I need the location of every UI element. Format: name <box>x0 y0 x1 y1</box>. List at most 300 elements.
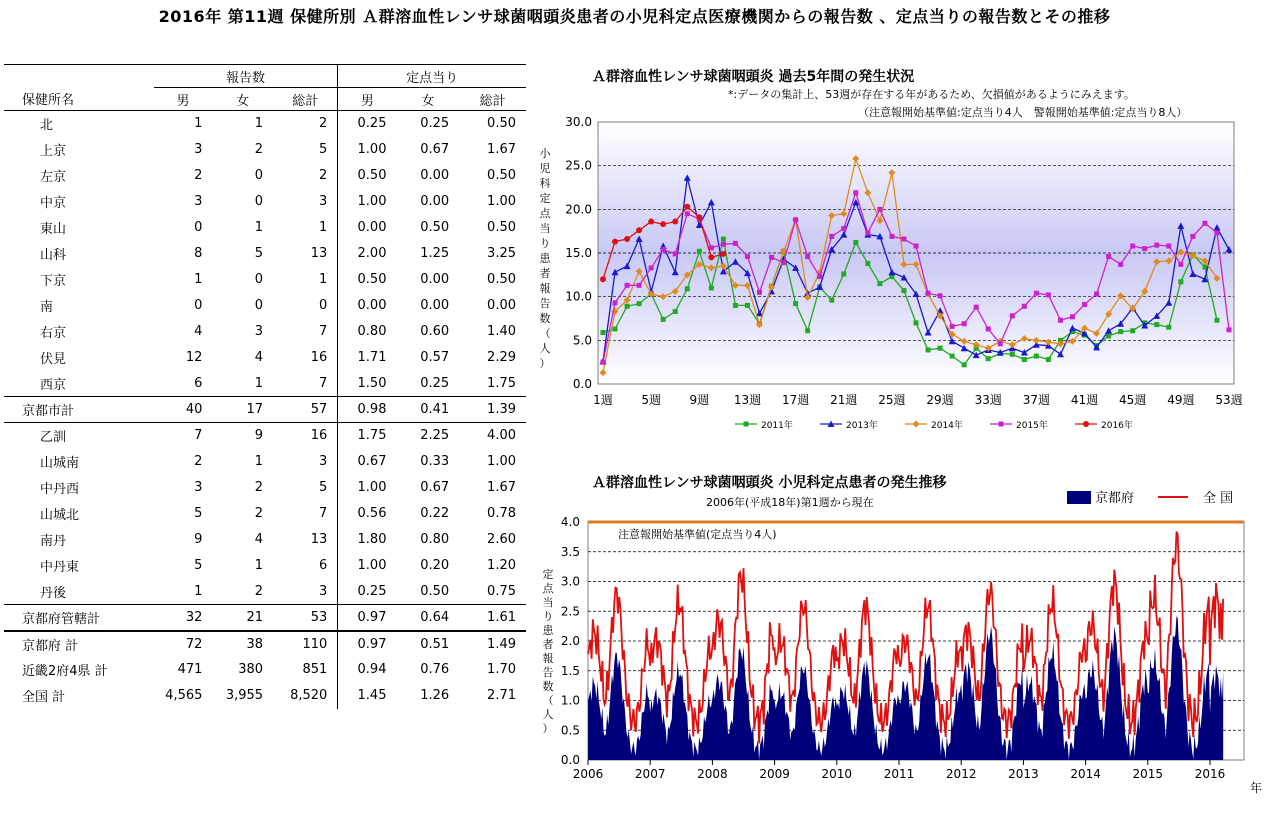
row-cell: 3 <box>194 480 203 495</box>
y-tick-label: 3.5 <box>560 544 580 559</box>
row-cell: 1.00 <box>357 480 387 495</box>
y-tick-label: 30.0 <box>565 115 592 129</box>
data-point <box>769 255 774 260</box>
row-cell: 2 <box>254 480 264 495</box>
x-tick-label: 2006 <box>572 767 604 781</box>
header-col: 総計 <box>459 88 526 111</box>
y-tick-label: 10.0 <box>565 289 592 304</box>
row-cell: 0.25 <box>420 375 450 391</box>
table-body <box>4 111 526 709</box>
header-col: 女 <box>212 88 273 111</box>
data-point <box>685 286 690 291</box>
y-axis-label-char: 人 <box>542 708 554 721</box>
data-point <box>793 217 798 222</box>
y-axis-label-char: 数 <box>540 312 551 325</box>
data-point <box>805 254 810 259</box>
row-cell: 1.00 <box>357 194 387 209</box>
row-cell: 0.64 <box>396 605 459 631</box>
row-cell: 1.26 <box>420 688 450 703</box>
y-axis-label-char: 告 <box>540 297 551 310</box>
data-point <box>601 330 606 335</box>
data-point <box>841 226 846 231</box>
row-cell: 0.50 <box>357 272 387 287</box>
table-row <box>4 111 526 137</box>
y-tick-label: 0.5 <box>560 723 580 738</box>
row-cell: 2 <box>273 111 338 137</box>
legend-label: 2011年 <box>761 421 793 431</box>
data-point <box>1010 352 1015 357</box>
data-point <box>637 301 642 306</box>
table-row <box>4 163 526 189</box>
row-cell: 0.50 <box>487 116 516 132</box>
legend-marker <box>1083 421 1089 427</box>
data-point <box>1022 357 1027 362</box>
row-cell: 0.50 <box>420 220 450 235</box>
data-point <box>1082 302 1087 307</box>
table-row <box>4 137 526 163</box>
table-row <box>4 605 526 631</box>
row-cell: 0 <box>254 298 264 313</box>
legend-label: 2016年 <box>1101 421 1133 431</box>
y-axis-label-char: 定 <box>542 568 554 581</box>
row-cell: 4 <box>254 350 264 365</box>
row-cell: 1 <box>254 220 264 235</box>
header-health-center: 保健所名 <box>4 88 154 111</box>
row-cell: 2 <box>254 506 264 521</box>
row-cell: 0 <box>273 293 338 319</box>
header-col: 男 <box>338 88 397 111</box>
x-tick-label: 25週 <box>878 393 906 407</box>
row-cell: 0.00 <box>487 298 516 313</box>
data-point <box>1166 325 1171 330</box>
data-point <box>636 227 642 233</box>
table-row <box>4 553 526 579</box>
data-point <box>1178 279 1183 284</box>
row-cell: 9 <box>194 532 203 547</box>
row-cell: 4 <box>194 324 203 339</box>
data-point <box>901 237 906 242</box>
row-cell: 1 <box>254 558 264 573</box>
data-point <box>697 249 702 254</box>
row-cell: 3 <box>194 142 203 157</box>
row-cell: 0.76 <box>420 662 450 677</box>
row-cell: 1 <box>254 375 264 391</box>
data-point <box>950 324 955 329</box>
row-cell: 32 <box>154 605 213 631</box>
table-row <box>4 501 526 527</box>
row-cell: 1.75 <box>357 428 387 444</box>
page-title: 2016年 第11週 保健所別 Ａ群溶血性レンサ球菌咽頭炎患者の小児科定点医療機関からの報告数 、定点当りの報告数とその推移 <box>158 7 1111 26</box>
y-tick-label: 4.0 <box>560 515 580 529</box>
row-cell: 0.80 <box>420 532 450 547</box>
row-cell: 4,565 <box>165 688 203 703</box>
data-point <box>649 265 654 270</box>
row-cell: 0.78 <box>487 506 516 521</box>
row-cell: 1 <box>273 267 338 293</box>
row-cell: 72 <box>154 631 213 657</box>
row-cell: 2.25 <box>420 428 450 444</box>
x-tick-label: 13週 <box>733 393 762 407</box>
y-axis-label-char: 報 <box>542 652 554 665</box>
row-name: 京都府 計 <box>4 631 154 657</box>
row-name: 南丹 <box>40 534 67 549</box>
table-row <box>4 345 526 371</box>
header-col: 女 <box>396 88 459 111</box>
row-cell: 0.75 <box>487 583 516 599</box>
y-axis-label-char: り <box>540 237 551 250</box>
data-point <box>613 300 618 305</box>
y-axis-label-char: 者 <box>542 638 554 651</box>
data-point <box>1154 243 1159 248</box>
row-cell: 1.49 <box>459 631 526 657</box>
data-point <box>661 317 666 322</box>
row-name: 中京 <box>40 196 67 211</box>
data-point <box>1034 354 1039 359</box>
data-point <box>1034 291 1039 296</box>
table-row <box>4 319 526 345</box>
legend-label-national: 全 国 <box>1203 491 1234 506</box>
data-point <box>926 291 931 296</box>
y-tick-label: 20.0 <box>565 202 592 217</box>
data-point <box>781 260 786 265</box>
y-axis-label-char: 報 <box>540 282 551 295</box>
data-point <box>938 293 943 298</box>
data-point <box>601 360 606 365</box>
x-tick-label: 2011 <box>883 767 915 781</box>
row-cell: 1.00 <box>357 142 387 157</box>
row-cell: 0.00 <box>420 194 450 209</box>
row-cell: 0.25 <box>357 116 387 132</box>
row-name: 下京 <box>40 274 67 289</box>
row-cell: 2.71 <box>487 688 516 703</box>
data-point <box>600 276 606 282</box>
row-cell: 0.57 <box>420 350 450 365</box>
row-cell: 0.50 <box>487 272 516 287</box>
table-row <box>4 215 526 241</box>
table-row <box>4 241 526 267</box>
data-point <box>1118 262 1123 267</box>
header-report-count: 報告数 <box>154 65 338 88</box>
row-cell: 38 <box>212 631 273 657</box>
x-tick-label: 17週 <box>781 393 810 407</box>
table-row <box>4 267 526 293</box>
x-tick-label: 2015 <box>1132 767 1164 781</box>
data-point <box>721 237 726 242</box>
row-cell: 0.00 <box>420 298 450 313</box>
row-cell: 0.56 <box>357 506 387 521</box>
data-point <box>1118 329 1123 334</box>
legend-swatch-kyoto <box>1067 491 1091 504</box>
legend-marker <box>999 422 1004 427</box>
data-point <box>962 362 967 367</box>
x-tick-label: 29週 <box>926 393 954 407</box>
row-cell: 12 <box>185 350 203 365</box>
row-cell: 0.00 <box>420 272 450 287</box>
data-point <box>673 309 678 314</box>
row-cell: 5 <box>273 475 338 501</box>
row-cell: 6 <box>194 375 203 391</box>
row-cell: 7 <box>273 371 338 397</box>
data-point <box>877 281 882 286</box>
x-tick-label: 2012 <box>945 767 977 781</box>
data-point <box>721 242 726 247</box>
data-point <box>853 240 858 245</box>
data-point <box>829 298 834 303</box>
data-point <box>685 211 690 216</box>
row-cell: 0.94 <box>357 662 387 677</box>
x-tick-label: 37週 <box>1022 393 1051 407</box>
row-cell: 1.39 <box>459 397 526 423</box>
row-cell: 1.50 <box>357 375 387 391</box>
row-cell: 1.40 <box>487 324 516 339</box>
data-point <box>612 239 618 245</box>
row-cell: 0.60 <box>420 324 450 339</box>
row-cell: 3 <box>194 194 203 209</box>
row-cell: 3,955 <box>225 688 264 703</box>
row-cell: 1.80 <box>357 532 387 547</box>
table-row <box>4 423 526 449</box>
data-point <box>829 234 834 239</box>
y-axis-label-char: 児 <box>540 162 551 175</box>
row-cell: 2 <box>273 163 338 189</box>
y-axis-label-char: 当 <box>542 596 554 609</box>
row-cell: 3 <box>254 324 264 339</box>
legend-label: 2014年 <box>931 421 963 431</box>
row-name: 右京 <box>40 326 67 341</box>
row-name: 山城北 <box>40 508 80 523</box>
data-point <box>637 283 642 288</box>
data-point <box>914 320 919 325</box>
row-cell: 5 <box>194 558 203 573</box>
row-cell: 0 <box>254 272 264 287</box>
row-cell: 21 <box>212 605 273 631</box>
row-cell: 0.50 <box>420 583 450 599</box>
data-point <box>865 230 870 235</box>
row-cell: 1 <box>254 454 264 469</box>
x-tick-label: 2009 <box>759 767 790 781</box>
row-cell: 0.00 <box>420 168 450 183</box>
row-name: 京都市計 <box>4 397 154 423</box>
row-cell: 13 <box>273 527 338 553</box>
row-cell: 4 <box>254 532 264 547</box>
data-point <box>660 221 666 227</box>
legend-marker <box>744 422 749 427</box>
data-point <box>648 219 654 225</box>
row-cell: 57 <box>273 397 338 423</box>
x-tick-label: 53週 <box>1215 393 1243 407</box>
row-cell: 0.50 <box>487 220 516 235</box>
row-name: 東山 <box>40 222 67 237</box>
y-axis-label-char: 患 <box>542 624 554 637</box>
row-cell: 3 <box>273 189 338 215</box>
x-tick-label: 2016 <box>1194 767 1226 781</box>
row-cell: 851 <box>273 657 338 683</box>
data-point <box>696 214 702 220</box>
data-point <box>998 341 1003 346</box>
y-axis-label-char: 点 <box>542 582 554 595</box>
data-point <box>877 207 882 212</box>
long-term-trend-chart <box>540 486 1269 798</box>
y-axis-label-char: ） <box>540 357 551 370</box>
x-tick-label: 2007 <box>634 767 666 781</box>
row-cell: 13 <box>273 241 338 267</box>
row-cell: 4.00 <box>487 428 516 444</box>
data-point <box>1227 327 1232 332</box>
table-row <box>4 397 526 423</box>
x-tick-label: 5週 <box>641 393 661 407</box>
row-cell: 0 <box>254 168 264 183</box>
data-point <box>817 274 822 279</box>
row-cell: 2 <box>194 454 203 469</box>
data-point <box>938 346 943 351</box>
row-cell: 53 <box>273 605 338 631</box>
row-cell: 0.67 <box>420 142 450 157</box>
data-point <box>793 301 798 306</box>
legend-label: 2015年 <box>1016 421 1048 431</box>
y-axis-label-char: 点 <box>540 207 551 220</box>
data-point <box>1046 292 1051 297</box>
y-axis-label-char: り <box>542 610 554 623</box>
data-point <box>672 219 678 225</box>
y-tick-label: 0.0 <box>572 377 592 391</box>
row-cell: 0 <box>254 194 264 209</box>
x-tick-label: 49週 <box>1167 393 1195 407</box>
row-cell: 0.25 <box>420 116 450 132</box>
data-point <box>684 204 690 210</box>
row-name: 山城南 <box>40 456 80 471</box>
row-name: 左京 <box>40 170 67 185</box>
data-point <box>950 354 955 359</box>
row-cell: 1 <box>194 116 203 132</box>
legend-marker <box>913 421 920 428</box>
row-cell: 7 <box>273 319 338 345</box>
y-tick-label: 1.5 <box>560 663 580 678</box>
row-name: 伏見 <box>40 352 67 367</box>
data-point <box>1094 292 1099 297</box>
x-tick-label: 1週 <box>593 393 613 407</box>
data-point <box>986 356 991 361</box>
data-point <box>865 261 870 266</box>
data-point <box>709 285 714 290</box>
x-tick-label: 21週 <box>830 393 858 407</box>
row-cell: 1.25 <box>420 246 450 261</box>
row-cell: 3.25 <box>487 246 516 261</box>
row-cell: 0.20 <box>420 558 450 573</box>
table-row <box>4 293 526 319</box>
y-axis-label-char: 数 <box>542 680 554 693</box>
row-cell: 3 <box>273 449 338 475</box>
y-axis-label-char: 人 <box>540 342 551 355</box>
row-cell: 5 <box>273 137 338 163</box>
row-cell: 2 <box>254 583 264 599</box>
x-tick-label: 2008 <box>697 767 728 781</box>
row-cell: 7 <box>194 428 203 444</box>
row-cell: 0.00 <box>357 220 387 235</box>
data-point <box>733 241 738 246</box>
data-point <box>757 290 762 295</box>
data-point <box>708 254 714 260</box>
row-cell: 1.67 <box>487 480 516 495</box>
row-name: 北 <box>40 118 54 134</box>
row-cell: 0.67 <box>357 454 387 469</box>
table-row <box>4 527 526 553</box>
chart1-note: *:データの集計上、53週が存在する年があるため、欠損値があるようにみえます。 <box>728 88 1135 101</box>
chart2-subtitle: 2006年(平成18年)第1週から現在 <box>706 496 874 509</box>
row-cell: 110 <box>273 631 338 657</box>
data-point <box>889 234 894 239</box>
row-cell: 2 <box>194 168 203 183</box>
row-cell: 0.67 <box>420 480 450 495</box>
y-axis-label-char: 定 <box>540 192 551 205</box>
table-row <box>4 371 526 397</box>
row-cell: 2 <box>254 142 264 157</box>
row-cell: 1.45 <box>357 688 387 703</box>
data-point <box>1154 322 1159 327</box>
row-name: 上京 <box>40 144 67 159</box>
row-cell: 5 <box>194 506 203 521</box>
row-cell: 1.00 <box>487 194 516 209</box>
row-cell: 471 <box>177 662 203 677</box>
y-tick-label: 15.0 <box>565 246 592 260</box>
table-row <box>4 579 526 605</box>
row-name: 山科 <box>40 248 67 263</box>
table-row <box>4 683 526 709</box>
x-tick-label: 2014 <box>1070 767 1101 781</box>
data-point <box>1178 262 1183 267</box>
data-point <box>853 190 858 195</box>
data-point <box>1106 254 1111 259</box>
row-name: 丹後 <box>40 585 67 601</box>
data-point <box>1130 328 1135 333</box>
row-cell: 0.00 <box>357 298 387 313</box>
table-row <box>4 657 526 683</box>
y-axis-label-char: 小 <box>540 147 551 160</box>
row-cell: 17 <box>212 397 273 423</box>
row-cell: 0.50 <box>487 168 516 183</box>
data-point <box>1022 304 1027 309</box>
row-cell: 8 <box>194 246 203 261</box>
row-name: 中丹西 <box>40 482 80 497</box>
y-axis-label-char: 者 <box>540 267 551 280</box>
x-tick-label: 2013 <box>1008 767 1039 781</box>
data-point <box>974 305 979 310</box>
data-point <box>901 288 906 293</box>
y-axis-label-char: 科 <box>540 177 551 190</box>
data-point <box>805 328 810 333</box>
data-point <box>1070 314 1075 319</box>
legend-label-kyoto: 京都府 <box>1095 491 1135 506</box>
x-tick-label: 9週 <box>689 393 710 407</box>
y-axis-label-char: （ <box>540 327 551 340</box>
row-name: 乙訓 <box>40 430 67 446</box>
row-name: 全国 計 <box>22 690 66 705</box>
table-row <box>4 475 526 501</box>
y-tick-label: 3.0 <box>560 574 580 589</box>
data-point <box>673 251 678 256</box>
row-cell: 16 <box>273 345 338 371</box>
row-name: 近畿2府4県 計 <box>22 664 108 679</box>
data-point <box>1130 244 1135 249</box>
data-point <box>1010 313 1015 318</box>
row-cell: 0.50 <box>357 168 387 183</box>
data-point <box>745 254 750 259</box>
chart1-title: Ａ群溶血性レンサ球菌咽頭炎 過去5年間の発生状況 <box>592 69 915 85</box>
row-cell: 1.20 <box>487 558 516 573</box>
row-cell: 6 <box>273 553 338 579</box>
y-axis-label-char: ） <box>542 722 554 735</box>
chart1-threshold-note: （注意報開始基準値:定点当り4人 警報開始基準値:定点当り8人） <box>858 106 1188 119</box>
weekly-5year-chart <box>540 115 1260 445</box>
